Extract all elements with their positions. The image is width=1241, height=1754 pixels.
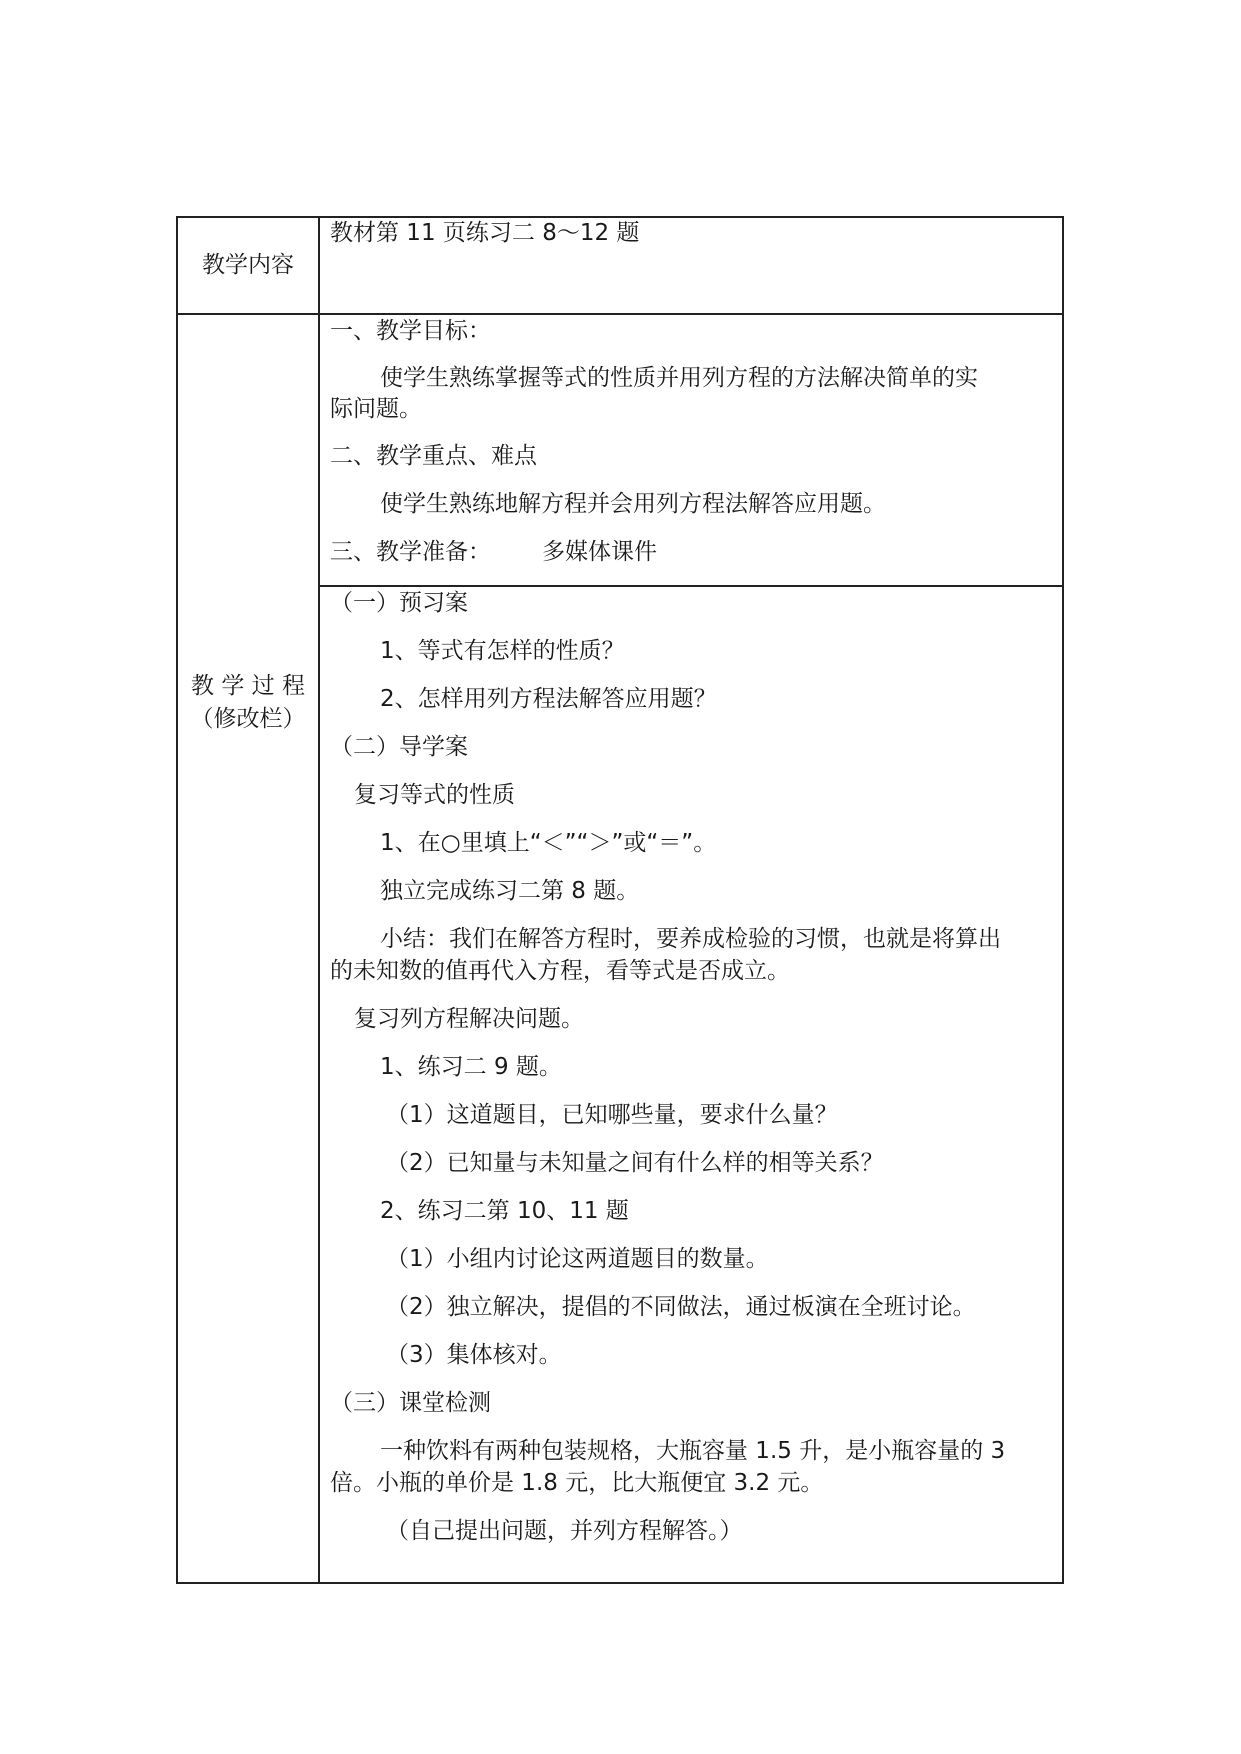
review-item-1: 1、在○里填上“＜”“＞”或“＝”。: [380, 830, 717, 856]
preparation-value: 多媒体课件: [542, 539, 657, 565]
table-column-divider: [318, 216, 320, 1584]
preview-question-1: 1、等式有怎样的性质？: [380, 638, 625, 664]
key-points-text: 使学生熟练地解方程并会用列方程法解答应用题。: [380, 491, 886, 517]
exercise-1-question-2: （2）已知量与未知量之间有什么样的相等关系？: [386, 1150, 884, 1176]
key-points-heading: 二、教学重点、难点: [330, 443, 537, 469]
exercise-2-step-2: （2）独立解决，提倡的不同做法，通过板演在全班讨论。: [386, 1294, 976, 1320]
teaching-content-value: 教材第 11 页练习二 8～12 题: [330, 220, 640, 246]
teaching-content-label: 教学内容: [202, 252, 294, 278]
preview-heading: （一）预习案: [330, 590, 468, 616]
goal-text-line2: 际问题。: [330, 396, 422, 422]
teaching-process-label: 教 学 过 程: [191, 673, 305, 699]
review-word-problems: 复习列方程解决问题。: [354, 1006, 584, 1032]
table-left-border: [176, 216, 178, 1584]
goal-text-line1: 使学生熟练掌握等式的性质并用列方程的方法解决简单的实: [380, 365, 978, 391]
preparation-heading: 三、教学准备：: [330, 539, 491, 565]
class-check-heading: （三）课堂检测: [330, 1390, 491, 1416]
exercise-1: 1、练习二 9 题。: [380, 1054, 562, 1080]
table-bottom-border: [176, 1582, 1063, 1584]
guide-heading: （二）导学案: [330, 734, 468, 760]
goal-heading: 一、教学目标：: [330, 318, 491, 344]
review-equation-properties: 复习等式的性质: [354, 782, 515, 808]
review-item-2: 独立完成练习二第 8 题。: [380, 878, 640, 904]
class-check-line-3: （自己提出问题，并列方程解答。）: [386, 1518, 743, 1544]
exercise-2: 2、练习二第 10、11 题: [380, 1198, 629, 1224]
summary-line-2: 的未知数的值再代入方程，看等式是否成立。: [330, 958, 790, 984]
table-right-border: [1062, 216, 1064, 1584]
revision-column-label: （修改栏）: [190, 706, 306, 732]
class-check-line-2: 倍。小瓶的单价是 1.8 元，比大瓶便宜 3.2 元。: [330, 1470, 824, 1496]
exercise-2-step-1: （1）小组内讨论这两道题目的数量。: [386, 1246, 769, 1272]
exercise-2-step-3: （3）集体核对。: [386, 1342, 562, 1368]
table-row1-bottom-border: [176, 313, 1063, 315]
preview-question-2: 2、怎样用列方程法解答应用题？: [380, 686, 717, 712]
summary-line-1: 小结：我们在解答方程时，要养成检验的习惯，也就是将算出: [380, 926, 1001, 952]
exercise-1-question-1: （1）这道题目，已知哪些量，要求什么量？: [386, 1102, 838, 1128]
class-check-line-1: 一种饮料有两种包装规格，大瓶容量 1.5 升，是小瓶容量的 3: [380, 1438, 1006, 1464]
